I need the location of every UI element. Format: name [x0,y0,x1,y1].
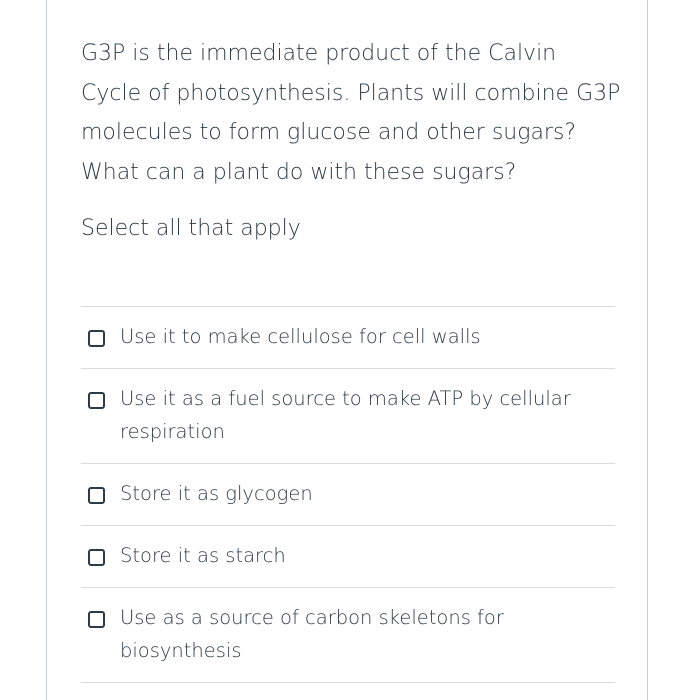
answer-option-carbon-skeletons[interactable] [81,588,615,683]
question-text: G3P is the immediate product of the Calvin Cycle of photosynthesis. Plants will combine G3P molecules to form glucose and other sugars? What can a plant do with these sugars? [81,41,621,185]
instruction-text: Select all that apply [81,216,301,241]
answer-option-glycogen[interactable] [81,464,615,526]
answer-label: Use it to make cellulose for cell walls [120,325,481,348]
answer-option-atp-fuel[interactable] [81,369,615,464]
checkbox-icon[interactable] [88,392,105,409]
checkbox-icon[interactable] [88,330,105,347]
answer-option-cellulose[interactable] [81,307,615,369]
answer-label: Use it as a fuel source to make ATP by cellular respiration [120,387,571,443]
checkbox-icon[interactable] [88,549,105,566]
checkbox-icon[interactable] [88,611,105,628]
answer-label: Store it as glycogen [120,482,313,505]
answer-option-starch[interactable] [81,526,615,588]
answer-list [81,306,615,683]
answer-label: Store it as starch [120,544,286,567]
checkbox-icon[interactable] [88,487,105,504]
answer-label: Use as a source of carbon skeletons for biosynthesis [120,606,504,662]
